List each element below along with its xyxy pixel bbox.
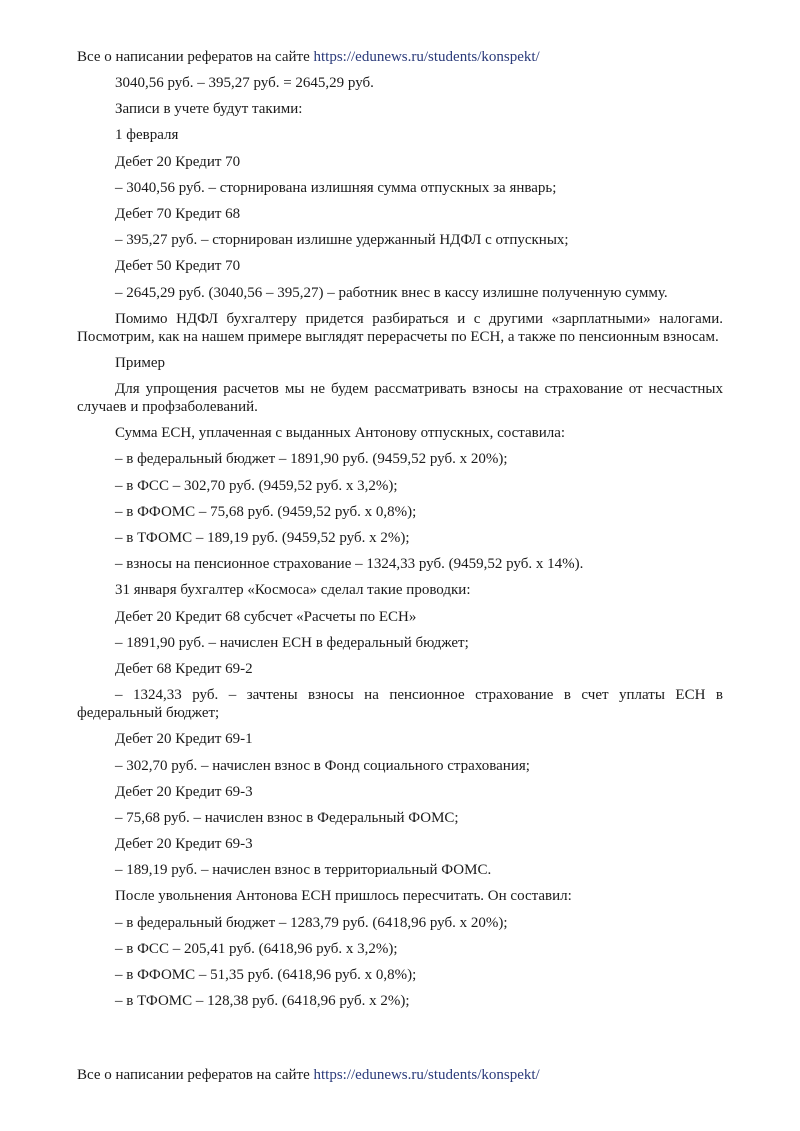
header-link[interactable]: https://edunews.ru/students/konspekt/ [313, 49, 540, 65]
paragraph: Для упрощения расчетов мы не будем рассматривать взносы на страхование от несчастных случаев и профзаболеваний. [77, 381, 723, 416]
document-body [77, 74, 723, 1018]
paragraph: Помимо НДФЛ бухгалтеру придется разбираться и с другими «зарплатными» налогами. Посмотрим, как на нашем примере выглядят перерасчеты по ЕСН, а также по пенсионным взносам. [77, 310, 723, 345]
paragraph: – в ФСС – 302,70 руб. (9459,52 руб. х 3,2%); [115, 477, 398, 494]
paragraph: 1 февраля [115, 127, 179, 144]
paragraph: – 395,27 руб. – сторнирован излишне удержанный НДФЛ с отпускных; [115, 232, 569, 249]
paragraph: – 75,68 руб. – начислен взнос в Федеральный ФОМС; [115, 809, 459, 826]
paragraph: Дебет 50 Кредит 70 [115, 258, 241, 275]
paragraph: – в ФФОМС – 75,68 руб. (9459,52 руб. х 0,8%); [115, 503, 417, 520]
paragraph: – взносы на пенсионное страхование – 1324,33 руб. (9459,52 руб. х 14%). [115, 556, 584, 573]
paragraph: – в ТФОМС – 128,38 руб. (6418,96 руб. х 2%); [115, 993, 410, 1010]
paragraph: Дебет 70 Кредит 68 [115, 205, 241, 222]
paragraph: Пример [115, 354, 166, 371]
paragraph: Дебет 20 Кредит 68 субсчет «Расчеты по ЕСН» [115, 608, 417, 625]
paragraph: 31 января бухгалтер «Космоса» сделал такие проводки: [115, 582, 471, 599]
paragraph: Дебет 20 Кредит 69-1 [115, 731, 253, 748]
paragraph: Дебет 68 Кредит 69-2 [115, 660, 253, 677]
paragraph: – в федеральный бюджет – 1283,79 руб. (6418,96 руб. х 20%); [115, 914, 508, 931]
paragraph: – 2645,29 руб. (3040,56 – 395,27) – работник внес в кассу излишне полученную сумму. [115, 284, 668, 301]
page-footer [77, 1066, 727, 1084]
paragraph: Записи в учете будут такими: [115, 101, 303, 118]
paragraph: – в федеральный бюджет – 1891,90 руб. (9459,52 руб. х 20%); [115, 451, 508, 468]
paragraph: – 1891,90 руб. – начислен ЕСН в федеральный бюджет; [115, 634, 469, 651]
paragraph: – 189,19 руб. – начислен взнос в территориальный ФОМС. [115, 862, 492, 879]
footer-text: Все о написании рефератов на сайте [77, 1067, 314, 1083]
paragraph: После увольнения Антонова ЕСН пришлось пересчитать. Он составил: [115, 888, 572, 905]
paragraph: – 302,70 руб. – начислен взнос в Фонд социального страхования; [115, 757, 530, 774]
paragraph: Сумма ЕСН, уплаченная с выданных Антонову отпускных, составила: [115, 425, 566, 442]
paragraph: – в ТФОМС – 189,19 руб. (9459,52 руб. х 2%); [115, 530, 410, 546]
page-header [77, 48, 727, 66]
paragraph: Дебет 20 Кредит 69-3 [115, 783, 253, 800]
paragraph: Дебет 20 Кредит 69-3 [115, 836, 253, 853]
paragraph: – в ФСС – 205,41 руб. (6418,96 руб. х 3,2%); [115, 940, 398, 957]
paragraph: – 1324,33 руб. – зачтены взносы на пенсионное страхование в счет уплаты ЕСН в федеральный бюджет; [77, 687, 723, 722]
paragraph: – в ФФОМС – 51,35 руб. (6418,96 руб. х 0,8%); [115, 967, 417, 983]
paragraph: 3040,56 руб. – 395,27 руб. = 2645,29 руб. [115, 75, 374, 91]
paragraph: Дебет 20 Кредит 70 [115, 153, 241, 170]
footer-link[interactable]: https://edunews.ru/students/konspekt/ [313, 1067, 540, 1083]
header-text: Все о написании рефератов на сайте [77, 49, 314, 65]
paragraph: – 3040,56 руб. – сторнирована излишняя сумма отпускных за январь; [115, 179, 557, 196]
